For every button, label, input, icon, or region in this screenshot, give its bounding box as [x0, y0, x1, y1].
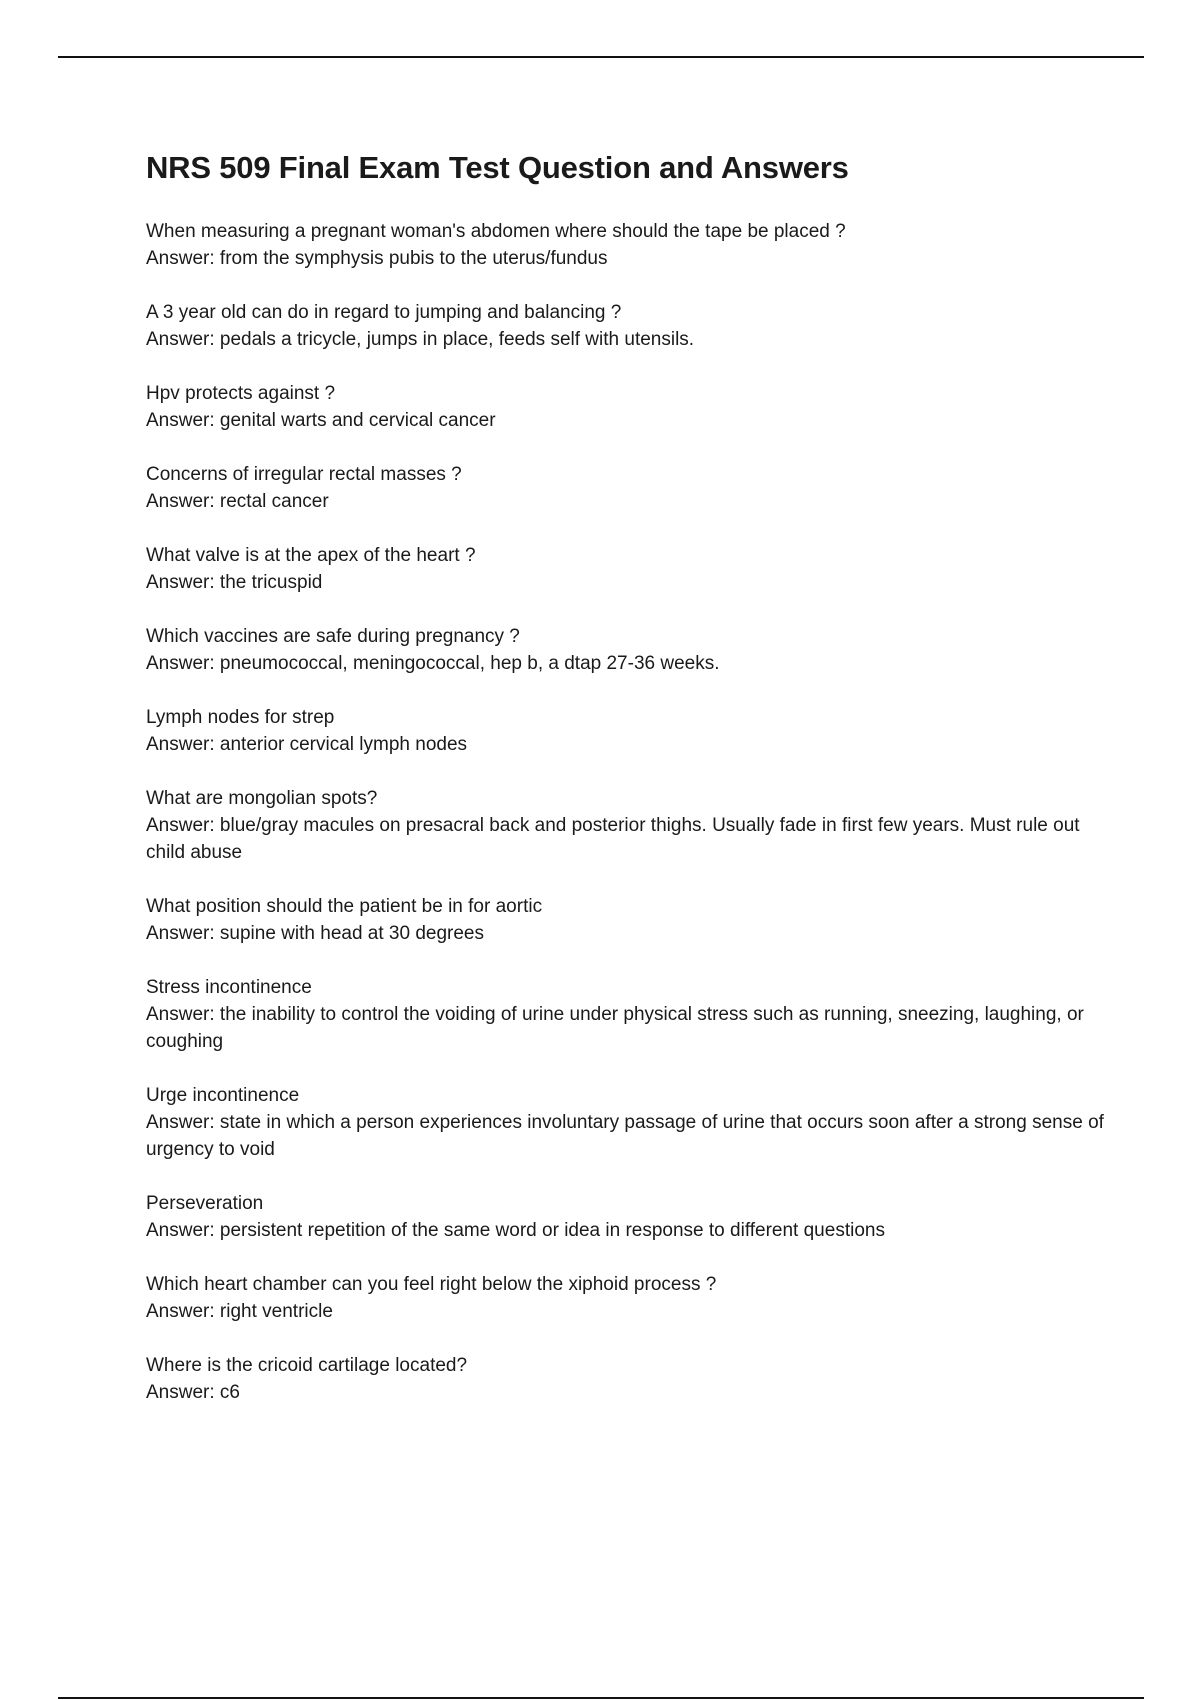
qa-item [146, 1271, 1106, 1325]
question-text: What position should the patient be in for aortic [146, 896, 543, 917]
answer-text: Answer: c6 [146, 1382, 240, 1403]
question-text: Where is the cricoid cartilage located? [146, 1355, 468, 1376]
answer-text: Answer: persistent repetition of the same word or idea in response to different questions [146, 1220, 885, 1241]
question-text: Concerns of irregular rectal masses ? [146, 464, 462, 485]
qa-item [146, 1190, 1106, 1244]
answer-text: Answer: right ventricle [146, 1301, 333, 1322]
qa-item [146, 704, 1106, 758]
answer-text: Answer: rectal cancer [146, 491, 329, 512]
qa-item [146, 218, 1106, 272]
answer-text: Answer: supine with head at 30 degrees [146, 923, 484, 944]
answer-text: Answer: genital warts and cervical cancer [146, 410, 496, 431]
answer-text: Answer: the inability to control the voiding of urine under physical stress such as running, sneezing, laughing, or coughing [146, 1004, 1084, 1052]
answer-text: Answer: pedals a tricycle, jumps in place, feeds self with utensils. [146, 329, 695, 350]
question-text: A 3 year old can do in regard to jumping and balancing ? [146, 302, 622, 323]
question-text: Which vaccines are safe during pregnancy ? [146, 626, 520, 647]
question-text: Hpv protects against ? [146, 383, 336, 404]
qa-item [146, 542, 1106, 596]
question-text: Perseveration [146, 1193, 264, 1214]
answer-text: Answer: pneumococcal, meningococcal, hep b, a dtap 27-36 weeks. [146, 653, 720, 674]
qa-item [146, 461, 1106, 515]
answer-text: Answer: blue/gray macules on presacral back and posterior thighs. Usually fade in first few years. Must rule out child abuse [146, 815, 1080, 863]
document-title: NRS 509 Final Exam Test Question and Answers [146, 150, 849, 185]
answer-text: Answer: state in which a person experiences involuntary passage of urine that occurs soon after a strong sense of urgency to void [146, 1112, 1104, 1160]
question-text: Which heart chamber can you feel right below the xiphoid process ? [146, 1274, 717, 1295]
question-text: What are mongolian spots? [146, 788, 378, 809]
qa-item [146, 1352, 1106, 1406]
answer-text: Answer: from the symphysis pubis to the uterus/fundus [146, 248, 608, 269]
question-text: When measuring a pregnant woman's abdomen where should the tape be placed ? [146, 221, 846, 242]
answer-text: Answer: the tricuspid [146, 572, 323, 593]
qa-item [146, 974, 1106, 1055]
header-rule [58, 56, 1144, 58]
question-text: What valve is at the apex of the heart ? [146, 545, 476, 566]
qa-item [146, 785, 1106, 866]
page-content [146, 146, 1106, 1433]
qa-item [146, 380, 1106, 434]
question-text: Lymph nodes for strep [146, 707, 335, 728]
footer-rule [58, 1697, 1144, 1699]
question-text: Stress incontinence [146, 977, 312, 998]
question-text: Urge incontinence [146, 1085, 300, 1106]
qa-item [146, 1082, 1106, 1163]
qa-item [146, 623, 1106, 677]
qa-item [146, 299, 1106, 353]
answer-text: Answer: anterior cervical lymph nodes [146, 734, 468, 755]
qa-item [146, 893, 1106, 947]
